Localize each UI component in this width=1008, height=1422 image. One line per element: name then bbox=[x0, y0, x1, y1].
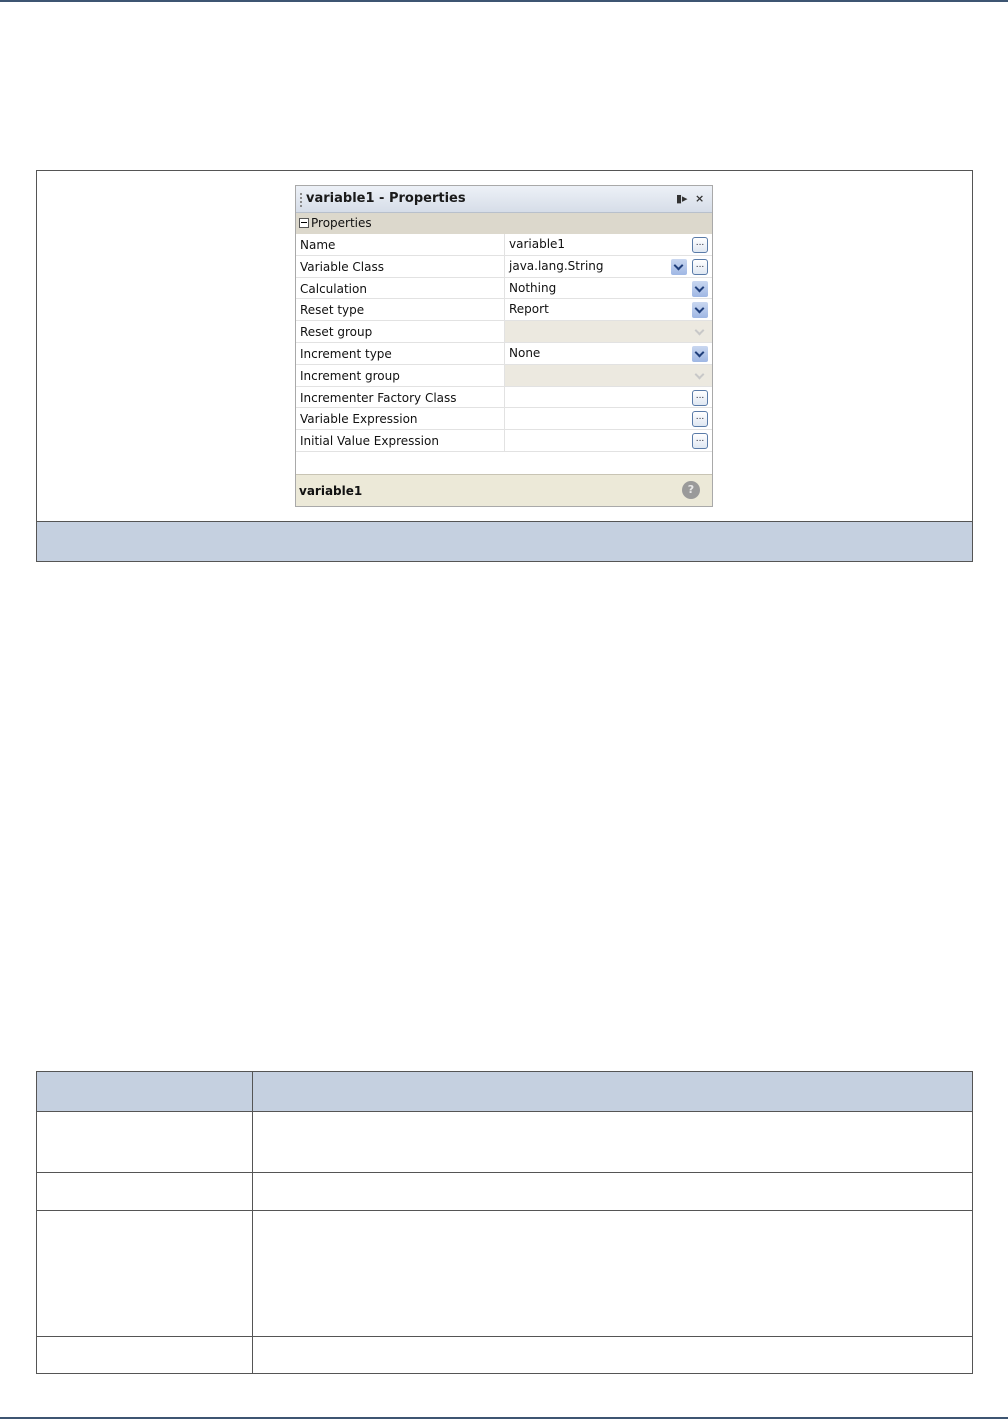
chevron-down-icon bbox=[692, 324, 708, 340]
property-value-cell[interactable] bbox=[504, 278, 712, 299]
footer-rule bbox=[0, 1417, 1008, 1419]
property-value-cell[interactable] bbox=[504, 234, 712, 255]
property-value[interactable]: Nothing bbox=[509, 280, 557, 295]
property-name: Variable Class bbox=[300, 259, 384, 274]
property-name: Name bbox=[300, 238, 336, 252]
description-area bbox=[296, 474, 712, 506]
ellipsis-button[interactable]: ... bbox=[692, 259, 708, 275]
property-name: Initial Value Expression bbox=[300, 434, 439, 449]
property-row-reset-type[interactable] bbox=[296, 299, 712, 321]
figure-caption-bar bbox=[37, 521, 972, 561]
property-value-cell[interactable] bbox=[504, 408, 712, 429]
section-label: Properties bbox=[311, 216, 372, 230]
close-icon[interactable]: × bbox=[695, 192, 705, 205]
reference-table bbox=[36, 1071, 973, 1374]
property-row-name[interactable] bbox=[296, 234, 712, 256]
property-row-increment-type[interactable] bbox=[296, 343, 712, 365]
chevron-down-icon[interactable] bbox=[692, 281, 708, 297]
description-title: variable1 bbox=[299, 484, 363, 498]
property-grid bbox=[296, 234, 712, 452]
table-header-row bbox=[37, 1072, 972, 1112]
property-name: Increment type bbox=[300, 346, 392, 361]
property-value-cell[interactable] bbox=[504, 430, 712, 451]
property-name: Incrementer Factory Class bbox=[300, 390, 457, 405]
header-rule bbox=[0, 0, 1008, 2]
table-row-divider bbox=[37, 1336, 972, 1337]
property-row-variable-class[interactable] bbox=[296, 256, 712, 278]
properties-section-header[interactable] bbox=[296, 213, 712, 234]
table-row-divider bbox=[37, 1210, 972, 1211]
ellipsis-button[interactable]: ... bbox=[692, 433, 708, 449]
ellipsis-button[interactable]: ... bbox=[692, 237, 708, 253]
property-value-cell[interactable] bbox=[504, 387, 712, 408]
property-value-cell[interactable] bbox=[504, 343, 712, 364]
property-value[interactable]: Report bbox=[509, 302, 549, 317]
ellipsis-button[interactable]: ... bbox=[692, 411, 708, 427]
property-value-cell-disabled bbox=[504, 365, 712, 386]
property-row-incrementer-factory-class[interactable] bbox=[296, 387, 712, 409]
property-row-variable-expression[interactable] bbox=[296, 408, 712, 430]
properties-window bbox=[295, 185, 713, 507]
chevron-down-icon[interactable] bbox=[692, 302, 708, 318]
property-value-cell[interactable] bbox=[504, 299, 712, 320]
property-row-initial-value-expression[interactable] bbox=[296, 430, 712, 452]
help-icon[interactable]: ? bbox=[682, 481, 700, 499]
chevron-down-icon[interactable] bbox=[692, 346, 708, 362]
property-value[interactable]: None bbox=[509, 345, 541, 360]
table-row-divider bbox=[37, 1172, 972, 1173]
properties-titlebar[interactable] bbox=[296, 186, 712, 213]
property-value-cell-disabled bbox=[504, 321, 712, 342]
property-name: Increment group bbox=[300, 368, 400, 383]
pin-icon[interactable]: ▮▸ bbox=[676, 192, 688, 205]
collapse-icon[interactable] bbox=[299, 218, 309, 228]
property-row-reset-group bbox=[296, 321, 712, 343]
property-name: Variable Expression bbox=[300, 412, 418, 427]
drag-grip-icon[interactable] bbox=[300, 193, 302, 207]
table-column-divider bbox=[252, 1072, 253, 1373]
properties-title: variable1 - Properties bbox=[306, 191, 466, 206]
property-value-cell[interactable] bbox=[504, 256, 712, 277]
property-row-calculation[interactable] bbox=[296, 278, 712, 300]
property-name: Calculation bbox=[300, 281, 367, 296]
property-name: Reset group bbox=[300, 325, 373, 340]
property-name: Reset type bbox=[300, 303, 365, 318]
property-value[interactable]: java.lang.String bbox=[509, 258, 604, 273]
chevron-down-icon bbox=[692, 368, 708, 384]
chevron-down-icon[interactable] bbox=[671, 259, 687, 275]
figure-frame bbox=[36, 170, 973, 562]
ellipsis-button[interactable]: ... bbox=[692, 390, 708, 406]
property-row-increment-group bbox=[296, 365, 712, 387]
property-value[interactable]: variable1 bbox=[509, 237, 566, 251]
